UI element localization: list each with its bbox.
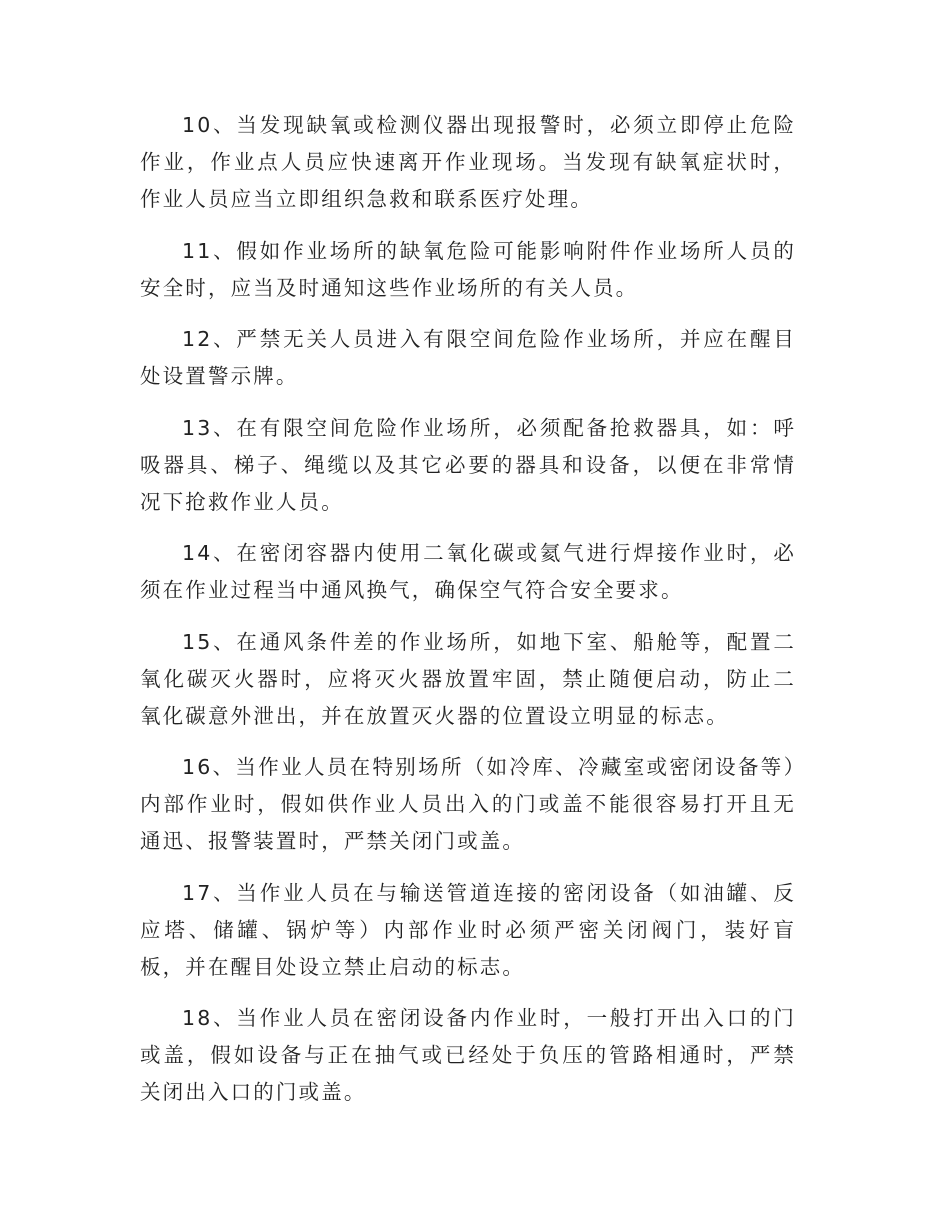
paragraph-item-10: 10、当发现缺氧或检测仪器出现报警时，必须立即停止危险作业，作业点人员应快速离开作业现场。当发现有缺氧症状时，作业人员应当立即组织急救和联系医疗处理。 <box>140 113 796 211</box>
paragraph-item-18: 18、当作业人员在密闭设备内作业时，一般打开出入口的门或盖，假如设备与正在抽气或已经处于负压的管路相通时，严禁关闭出入口的门或盖。 <box>140 1006 796 1104</box>
paragraph-item-12: 12、严禁无关人员进入有限空间危险作业场所，并应在醒目处设置警示牌。 <box>140 327 796 388</box>
paragraph-item-15: 15、在通风条件差的作业场所，如地下室、船舱等，配置二氧化碳灭火器时，应将灭火器放置牢固，禁止随便启动，防止二氧化碳意外泄出，并在放置灭火器的位置设立明显的标志。 <box>140 629 796 728</box>
paragraph-item-11: 11、假如作业场所的缺氧危险可能影响附件作业场所人员的安全时，应当及时通知这些作业场所的有关人员。 <box>140 238 796 300</box>
paragraph-item-13: 13、在有限空间危险作业场所，必须配备抢救器具，如：呼吸器具、梯子、绳缆以及其它必要的器具和设备，以便在非常情况下抢救作业人员。 <box>140 415 796 514</box>
document-body <box>140 107 796 1111</box>
paragraph-item-16: 16、当作业人员在特别场所（如冷库、冷藏室或密闭设备等）内部作业时，假如供作业人员出入的门或盖不能很容易打开且无通迅、报警装置时，严禁关闭门或盖。 <box>140 755 796 853</box>
paragraph-item-17: 17、当作业人员在与输送管道连接的密闭设备（如油罐、反应塔、储罐、锅炉等）内部作业时必须严密关闭阀门，装好盲板，并在醒目处设立禁止启动的标志。 <box>140 880 796 979</box>
paragraph-item-14: 14、在密闭容器内使用二氧化碳或氦气进行焊接作业时，必须在作业过程当中通风换气，确保空气符合安全要求。 <box>140 541 796 602</box>
